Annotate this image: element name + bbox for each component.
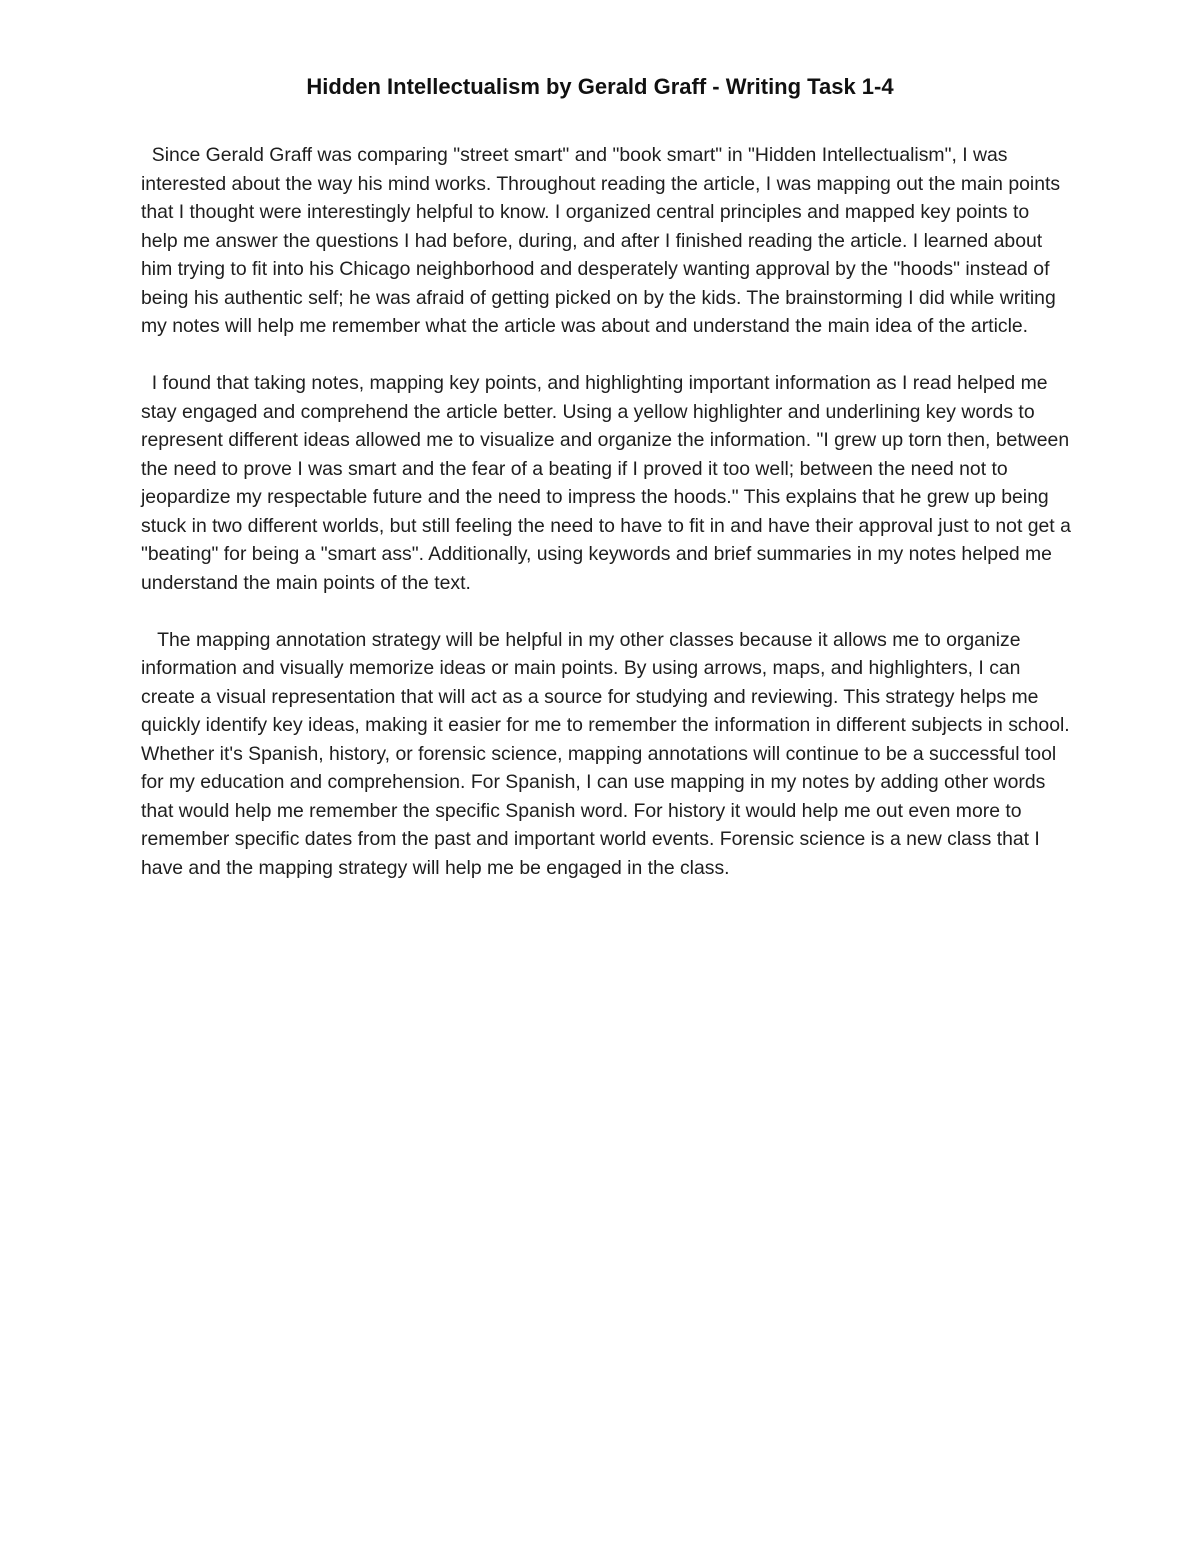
paragraph-3: The mapping annotation strategy will be helpful in my other classes because it allows me to organize information and visually memorize ideas or main points. By using arrows, maps, and highlighters, I can create a visual representation that will act as a source for studying and reviewing. This strategy helps me quickly identify key ideas, making it easier for me to remember the information in different subjects in school. Whether it's Spanish, history, or forensic science, mapping annotations will continue to be a successful tool for my education and comprehension. For Spanish, I can use mapping in my notes by adding other words that would help me remember the specific Spanish word. For history it would help me out even more to remember specific dates from the past and important world events. Forensic science is a new class that I have and the mapping strategy will help me be engaged in the class. bbox=[141, 628, 1076, 879]
document-title: Hidden Intellectualism by Gerald Graff - Writing Task 1-4 bbox=[306, 74, 894, 99]
paragraph-2: I found that taking notes, mapping key points, and highlighting important information as I read helped me stay engaged and comprehend the article better. Using a yellow highlighter and underlining key words to represent different ideas allowed me to visualize and organize the information. "I grew up torn then, between the need to prove I was smart and the fear of a beating if I proved it too well; between the need not to jeopardize my respectable future and the need to impress the hoods." This explains that he grew up being stuck in two different worlds, but still feeling the need to have to fit in and have their approval just to not get a "beating" for being a "smart ass". Additionally, using keywords and brief summaries in my notes helped me understand the main points of the text. bbox=[141, 372, 1077, 594]
paragraph-1: Since Gerald Graff was comparing "street smart" and "book smart" in "Hidden Intellectualism", I was interested about the way his mind works. Throughout reading the article, I was mapping out the main points that I thought were interestingly helpful to know. I organized central principles and mapped key points to help me answer the questions I had before, during, and after I finished reading the article. I learned about him trying to fit into his Chicago neighborhood and desperately wanting approval by the "hoods" instead of being his authentic self; he was afraid of getting picked on by the kids. The brainstorming I did while writing my notes will help me remember what the article was about and understand the main idea of the article. bbox=[141, 144, 1066, 337]
document-body bbox=[141, 141, 1077, 911]
